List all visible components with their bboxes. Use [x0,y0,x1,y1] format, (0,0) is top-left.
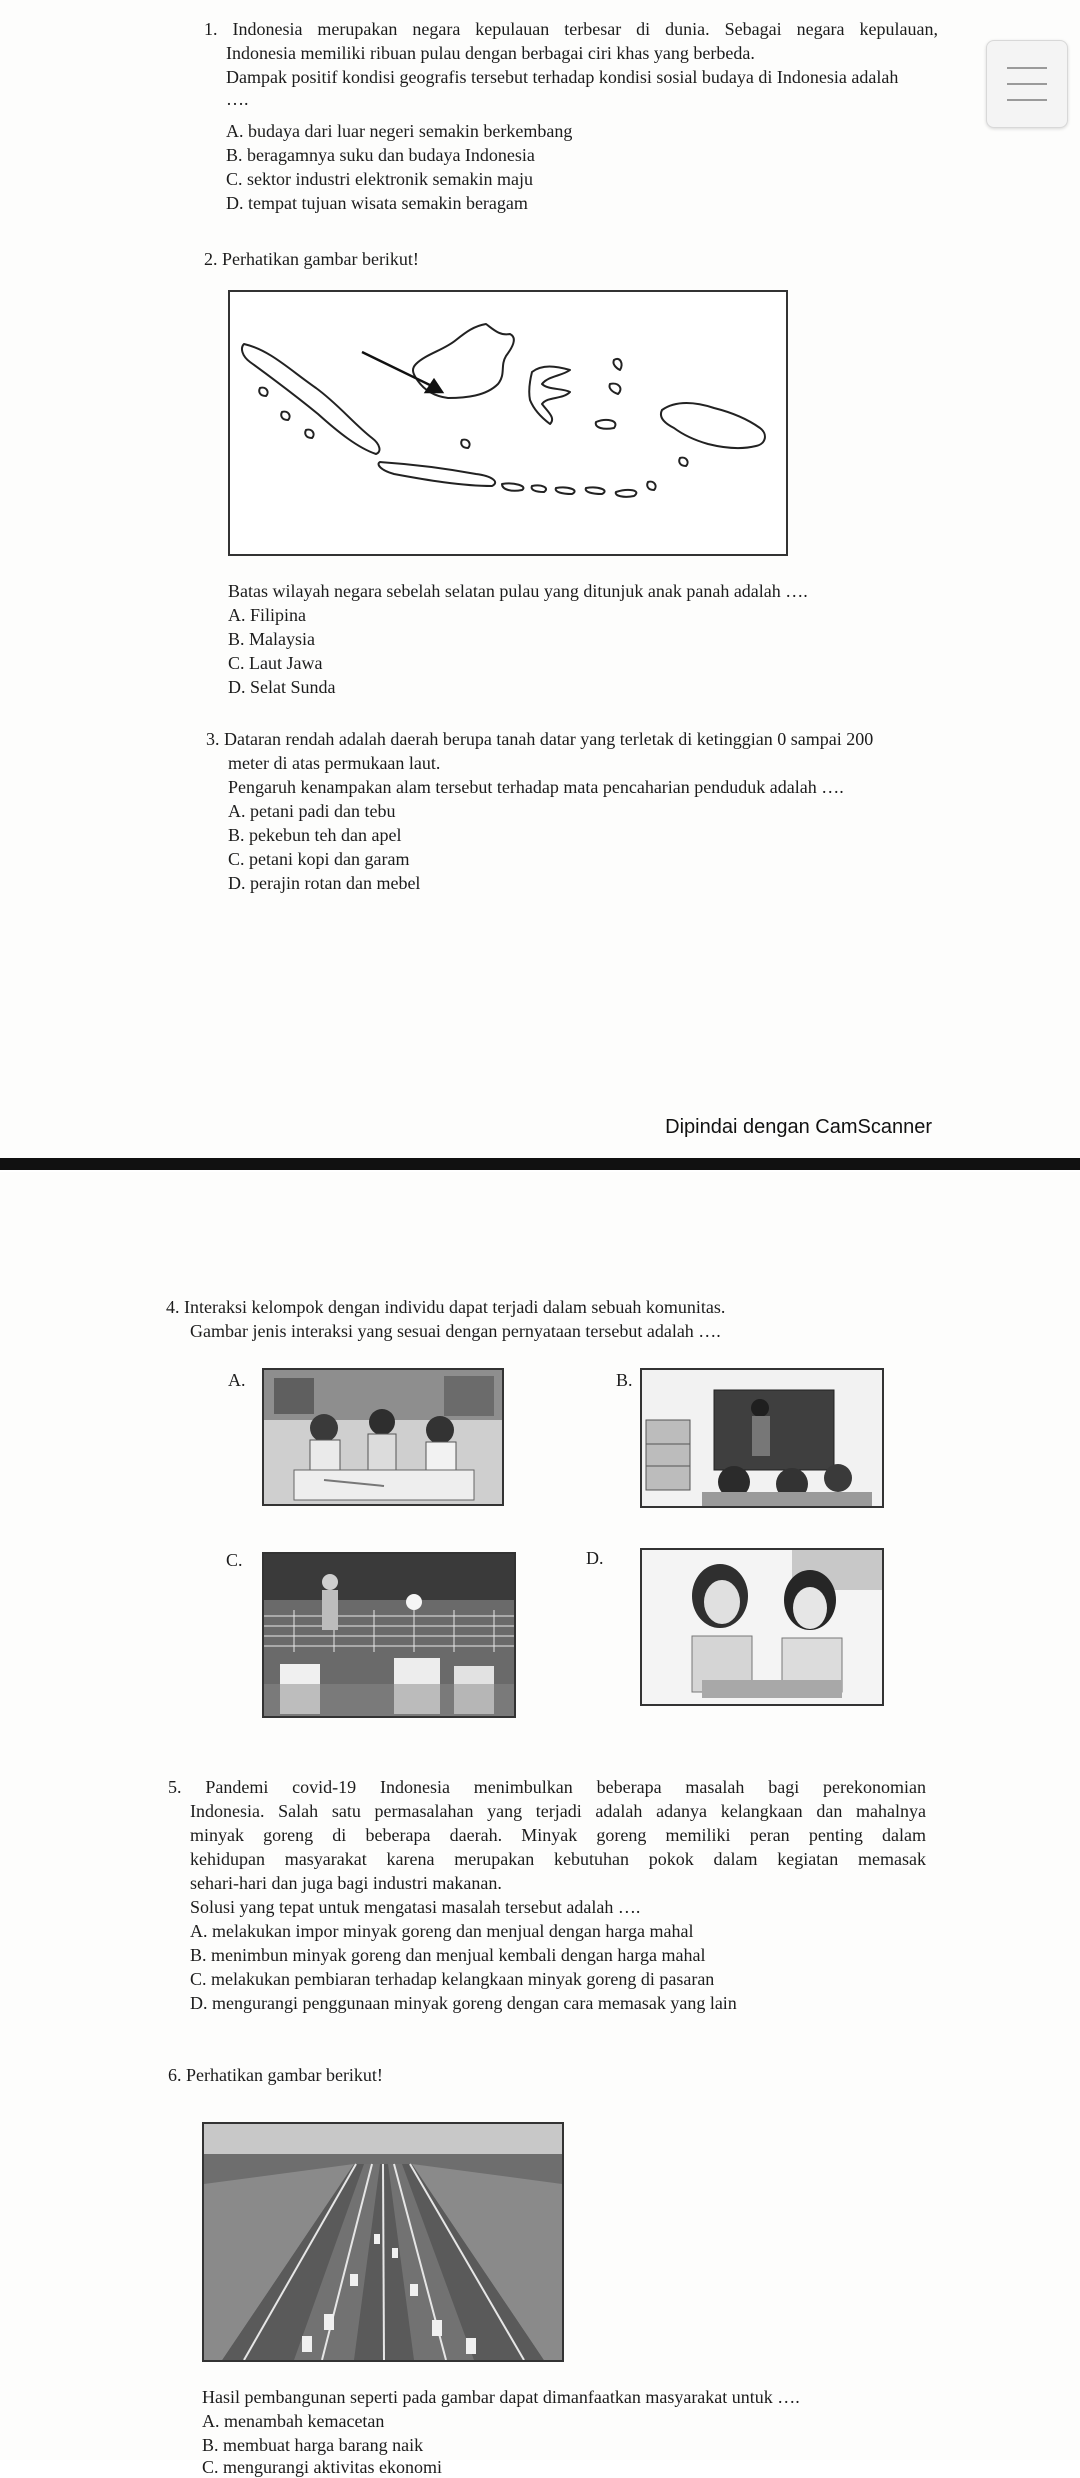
scanned-page-2 [0,1172,1080,2477]
q2-option-a: A. Filipina [228,605,307,625]
q6-image-highway [202,2122,564,2362]
q3-option-b: B. pekebun teh dan apel [228,825,402,845]
q4-line-1: 4. Interaksi kelompok dengan individu dapat terjadi dalam sebuah komunitas. [166,1297,726,1317]
page-divider [0,1158,1080,1170]
q5-option-c: C. melakukan pembiaran terhadap kelangkaan minyak goreng di pasaran [190,1969,715,1989]
q4-image-d [640,1548,884,1706]
q1-line-1: 1. Indonesia merupakan negara kepulauan terbesar di dunia. Sebagai negara kepulauan, [204,19,938,39]
q6-question: Hasil pembangunan seperti pada gambar dapat dimanfaatkan masyarakat untuk …. [202,2387,800,2407]
q2-intro: 2. Perhatikan gambar berikut! [204,249,419,269]
q1-line-3: Dampak positif kondisi geografis tersebut terhadap kondisi sosial budaya di Indonesia adalah [226,67,899,87]
q3-option-d: D. perajin rotan dan mebel [228,873,421,893]
q3-line-3: Pengaruh kenampakan alam tersebut terhadap mata pencaharian penduduk adalah …. [228,777,844,797]
q3-line-2: meter di atas permukaan laut. [228,753,441,773]
q6-option-c: C. mengurangi aktivitas ekonomi [202,2457,442,2477]
q1-option-d: D. tempat tujuan wisata semakin beragam [226,193,528,213]
q4-label-d: D. [586,1548,604,1568]
q4-image-b [640,1368,884,1508]
q5-option-b: B. menimbun minyak goreng dan menjual kembali dengan harga mahal [190,1945,706,1965]
hamburger-menu-button[interactable] [986,40,1068,128]
q5-option-a: A. melakukan impor minyak goreng dan menjual dengan harga mahal [190,1921,694,1941]
q2-option-c: C. Laut Jawa [228,653,323,673]
q5-line-5: sehari-hari dan juga bagi industri makanan. [190,1873,502,1893]
q5-line-4: kehidupan masyarakat karena merupakan kebutuhan pokok dalam kegiatan memasak [190,1849,926,1869]
menu-line-icon [1007,83,1047,85]
q5-question: Solusi yang tepat untuk mengatasi masalah tersebut adalah …. [190,1897,641,1917]
q5-line-1: 5. Pandemi covid-19 Indonesia menimbulkan beberapa masalah bagi perekonomian [168,1777,926,1797]
q4-line-2: Gambar jenis interaksi yang sesuai dengan pernyataan tersebut adalah …. [190,1321,721,1341]
indonesia-map-figure [228,290,788,556]
q1-line-4: …. [226,89,249,109]
q5-option-d: D. mengurangi penggunaan minyak goreng dengan cara memasak yang lain [190,1993,737,2013]
camscanner-watermark: Dipindai dengan CamScanner [665,1116,932,1138]
q3-line-1: 3. Dataran rendah adalah daerah berupa tanah datar yang terletak di ketinggian 0 sampai 200 [206,729,874,749]
indonesia-map-icon [230,292,786,554]
q4-image-c [262,1552,516,1718]
q2-option-b: B. Malaysia [228,629,315,649]
two-students-photo-icon [642,1550,882,1704]
menu-line-icon [1007,67,1047,69]
q2-question: Batas wilayah negara sebelah selatan pulau yang ditunjuk anak panah adalah …. [228,581,808,601]
menu-line-icon [1007,99,1047,101]
q3-option-a: A. petani padi dan tebu [228,801,396,821]
students-group-photo-icon [264,1370,502,1504]
q4-label-b: B. [616,1370,633,1390]
q4-image-a [262,1368,504,1506]
scanned-page-1 [0,0,1080,1160]
q6-option-b: B. membuat harga barang naik [202,2435,424,2455]
q2-option-d: D. Selat Sunda [228,677,336,697]
q1-line-2: Indonesia memiliki ribuan pulau dengan berbagai ciri khas yang berbeda. [226,43,755,63]
q4-label-a: A. [228,1370,246,1390]
q1-option-b: B. beragamnya suku dan budaya Indonesia [226,145,535,165]
q6-intro: 6. Perhatikan gambar berikut! [168,2065,383,2085]
q4-label-c: C. [226,1550,243,1570]
q6-option-a: A. menambah kemacetan [202,2411,385,2431]
highway-photo-icon [204,2124,562,2360]
q1-option-a: A. budaya dari luar negeri semakin berkembang [226,121,573,141]
q5-line-3: minyak goreng di beberapa daerah. Minyak goreng memiliki peran penting dalam [190,1825,926,1845]
teacher-class-photo-icon [642,1370,882,1506]
q5-line-2: Indonesia. Salah satu permasalahan yang terjadi adalah adanya kelangkaan dan mahalnya [190,1801,926,1821]
q1-option-c: C. sektor industri elektronik semakin maju [226,169,533,189]
q3-option-c: C. petani kopi dan garam [228,849,410,869]
volleyball-match-photo-icon [264,1554,514,1716]
